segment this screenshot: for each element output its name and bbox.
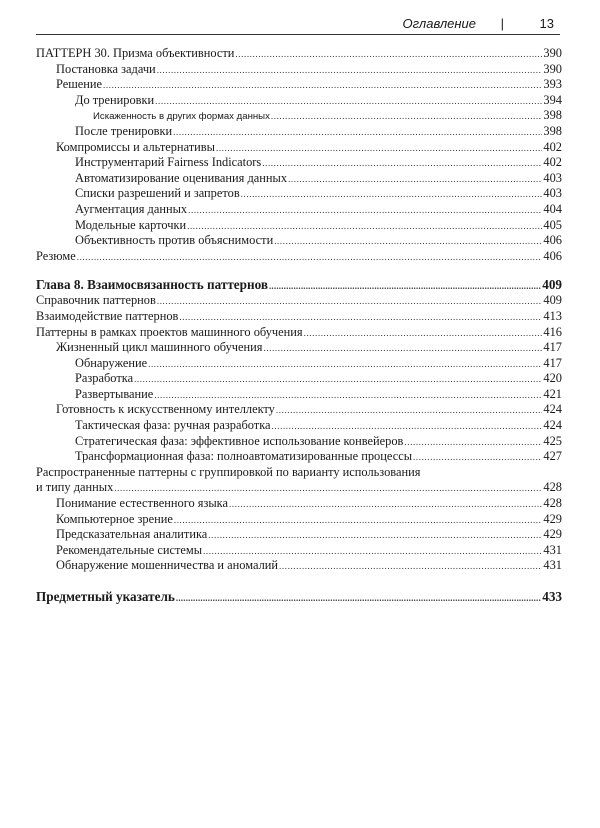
toc-entry[interactable] <box>36 140 562 156</box>
dot-leader <box>114 481 542 497</box>
running-header <box>36 14 560 35</box>
toc-page-number: 417 <box>543 355 562 370</box>
toc-entry-title: После тренировки <box>75 123 173 138</box>
toc-entry-title: Автоматизирование оценивания данных <box>75 170 288 185</box>
dot-leader <box>413 450 542 466</box>
toc-entry-title: Понимание естественного языка <box>56 496 229 511</box>
toc-chapter-entry[interactable] <box>36 588 562 605</box>
toc-page-number: 402 <box>543 139 562 154</box>
header-separator: | <box>500 16 504 31</box>
toc-page-number: 416 <box>543 324 562 339</box>
dot-leader <box>272 419 543 435</box>
toc-entry-title: Справочник паттернов <box>36 293 156 308</box>
toc-entry[interactable] <box>36 371 562 387</box>
toc-entry[interactable] <box>36 402 562 418</box>
toc-page-number: 398 <box>543 123 562 138</box>
toc-entry[interactable] <box>36 340 562 356</box>
toc-entry-title: Списки разрешений и запретов <box>75 186 240 201</box>
dot-leader <box>235 47 542 63</box>
toc-page-number: 404 <box>543 201 562 216</box>
dot-leader <box>179 310 542 326</box>
toc-page-number: 406 <box>543 248 562 263</box>
toc-entry-title: Готовность к искусственному интеллекту <box>56 402 275 417</box>
toc-page-number: 429 <box>543 527 562 542</box>
toc-page-number: 424 <box>543 402 562 417</box>
toc-entry[interactable] <box>36 155 562 171</box>
toc-page-number: 409 <box>543 293 562 308</box>
toc-entry[interactable] <box>36 249 562 265</box>
toc-page-number: 433 <box>542 589 562 604</box>
toc-entry-title: Рекомендательные системы <box>56 542 203 557</box>
toc-entry[interactable] <box>36 108 562 124</box>
toc-entry[interactable] <box>36 449 562 465</box>
dot-leader <box>176 590 541 607</box>
dot-leader <box>216 141 542 157</box>
toc-page-number: 413 <box>543 308 562 323</box>
toc-entry[interactable] <box>36 124 562 140</box>
dot-leader <box>264 341 543 357</box>
toc-entry-title: Решение <box>56 77 103 92</box>
dot-leader <box>77 250 543 266</box>
toc-page-number: 406 <box>543 233 562 248</box>
dot-leader <box>241 187 543 203</box>
toc-entry-title: Искаженность в других формах данных <box>93 111 270 123</box>
toc-entry[interactable] <box>36 186 562 202</box>
toc-entry[interactable] <box>36 418 562 434</box>
toc-entry-title: Модельные карточки <box>75 217 187 232</box>
toc-entry-title: ПАТТЕРН 30. Призма объективности <box>36 46 235 60</box>
toc-page-number: 409 <box>542 277 562 293</box>
toc-chapter-entry[interactable] <box>36 276 562 293</box>
header-section-title: Оглавление <box>402 16 476 31</box>
toc-entry[interactable] <box>36 46 562 62</box>
toc-entry-title: Объективность против объяснимости <box>75 233 274 248</box>
toc-entry-title: Стратегическая фаза: эффективное использование конвейеров <box>75 433 404 448</box>
dot-leader <box>103 78 542 94</box>
toc-entry-title: и типу данных <box>36 480 114 495</box>
dot-leader <box>157 63 543 79</box>
toc-entry-first-line[interactable] <box>36 465 562 481</box>
toc-entry-title: Разработка <box>75 371 134 386</box>
toc-entry-title: Паттерны в рамках проектов машинного обучения <box>36 324 303 339</box>
toc-entry[interactable] <box>36 93 562 109</box>
toc-page-number: 424 <box>543 418 562 433</box>
toc-entry-title: Трансформационная фаза: полноавтоматизированные процессы <box>75 449 413 464</box>
toc-entry[interactable] <box>36 171 562 187</box>
toc-entry-title: Предсказательная аналитика <box>56 527 208 542</box>
toc-entry-title: Обнаружение мошенничества и аномалий <box>56 558 279 573</box>
toc-page-number: 402 <box>543 155 562 170</box>
toc-page-number: 390 <box>543 61 562 76</box>
dot-leader <box>269 278 541 295</box>
toc-entry[interactable] <box>36 543 562 559</box>
dot-leader <box>174 513 543 529</box>
toc-entry-title: До тренировки <box>75 92 155 107</box>
chapter-gap <box>36 574 562 588</box>
toc-entry[interactable] <box>36 202 562 218</box>
toc-entry[interactable] <box>36 480 562 496</box>
toc-entry-title: Обнаружение <box>75 355 148 370</box>
header-page-number: 13 <box>539 16 554 31</box>
dot-leader <box>262 156 542 172</box>
toc-entry[interactable] <box>36 77 562 93</box>
dot-leader <box>208 528 542 544</box>
toc-entry[interactable] <box>36 233 562 249</box>
toc-entry-title: Постановка задачи <box>56 61 156 76</box>
dot-leader <box>154 388 542 404</box>
toc-page-number: 428 <box>543 480 562 495</box>
toc-entry[interactable] <box>36 387 562 403</box>
toc-entry-title: Глава 8. Взаимосвязанность паттернов <box>36 277 268 293</box>
dot-leader <box>404 435 542 451</box>
toc-entry-title: Жизненный цикл машинного обучения <box>56 340 263 355</box>
dot-leader <box>203 544 542 560</box>
toc-page-number: 405 <box>543 217 562 232</box>
toc-page-number: 431 <box>543 558 562 573</box>
toc-entry[interactable] <box>36 527 562 543</box>
toc-page-number: 425 <box>543 433 562 448</box>
dot-leader <box>157 294 543 310</box>
dot-leader <box>274 234 542 250</box>
toc-entry[interactable] <box>36 356 562 372</box>
toc-page-number: 429 <box>543 511 562 526</box>
toc-entry[interactable] <box>36 496 562 512</box>
toc-entry[interactable] <box>36 558 562 574</box>
toc-entry-title: Развертывание <box>75 386 154 401</box>
toc-page-number: 393 <box>543 77 562 92</box>
toc-page-number: 421 <box>543 386 562 401</box>
dot-leader <box>276 403 543 419</box>
dot-leader <box>188 203 542 219</box>
toc-entry-title: Инструментарий Fairness Indicators <box>75 155 262 170</box>
toc-page-number: 427 <box>543 449 562 464</box>
dot-leader <box>288 172 542 188</box>
toc-entry[interactable] <box>36 218 562 234</box>
toc-page-number: 403 <box>543 170 562 185</box>
toc-entry[interactable] <box>36 325 562 341</box>
dot-leader <box>187 219 542 235</box>
dot-leader <box>148 357 542 373</box>
table-of-contents <box>36 46 562 605</box>
toc-page-number: 394 <box>543 92 562 107</box>
toc-entry[interactable] <box>36 434 562 450</box>
toc-page-number: 431 <box>543 542 562 557</box>
toc-page-number: 428 <box>543 496 562 511</box>
toc-page-number: 420 <box>543 371 562 386</box>
toc-entry-title: Компромиссы и альтернативы <box>56 139 215 154</box>
toc-page-number: 417 <box>543 340 562 355</box>
dot-leader <box>304 326 543 342</box>
toc-entry[interactable] <box>36 62 562 78</box>
dot-leader <box>155 94 542 110</box>
dot-leader <box>134 372 542 388</box>
toc-page-number: 403 <box>543 186 562 201</box>
toc-entry[interactable] <box>36 512 562 528</box>
toc-page-number: 398 <box>543 108 562 123</box>
dot-leader <box>271 109 543 125</box>
toc-entry-title: Взаимодействие паттернов <box>36 308 179 323</box>
toc-entry-title: Тактическая фаза: ручная разработка <box>75 418 271 433</box>
toc-entry-title: Аугментация данных <box>75 201 188 216</box>
dot-leader <box>279 559 542 575</box>
chapter-gap <box>36 264 562 276</box>
toc-entry-title: Компьютерное зрение <box>56 511 173 526</box>
toc-entry[interactable] <box>36 293 562 309</box>
toc-entry-title: Резюме <box>36 248 76 263</box>
dot-leader <box>229 497 542 513</box>
toc-entry[interactable] <box>36 309 562 325</box>
toc-entry-title: Предметный указатель <box>36 589 175 604</box>
toc-page-number: 390 <box>543 46 562 60</box>
dot-leader <box>173 125 542 141</box>
toc-entry-title: Распространенные паттерны с группировкой по варианту использования <box>36 464 421 479</box>
